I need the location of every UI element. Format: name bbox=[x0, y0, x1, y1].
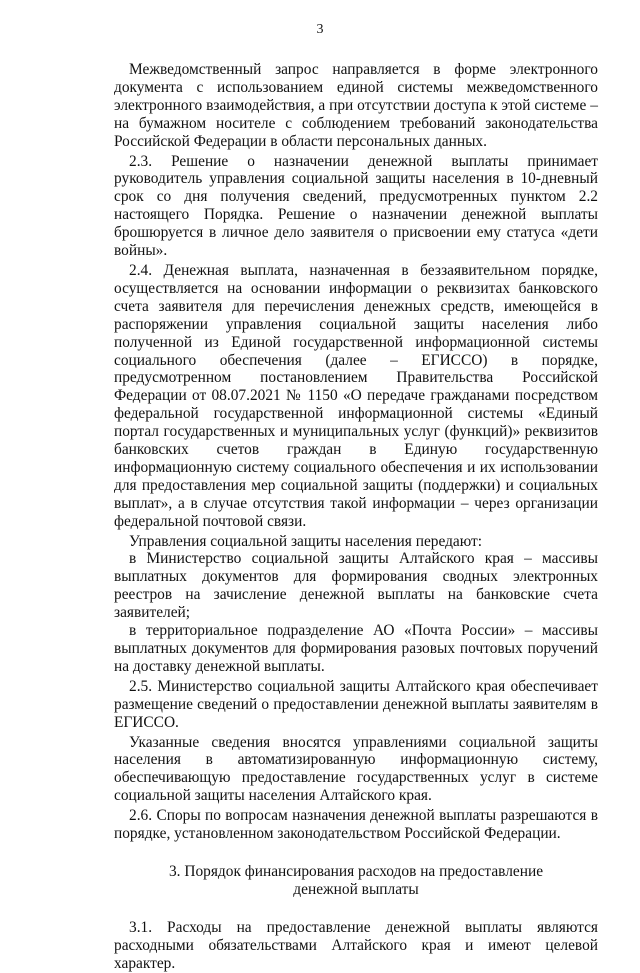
paragraph-2-6: 2.6. Споры по вопросам назначения денежной выплаты разрешаются в порядке, установленном законодательством Российской Федерации. bbox=[114, 807, 598, 843]
page-number: 3 bbox=[316, 22, 324, 37]
paragraph-interagency-request: Межведомственный запрос направляется в форме электронного документа с использованием единой системы межведомственного электронного взаимодействия, а при отсутствии доступа к этой системе – на бумажном носителе с соблюдением требований законодательства Российской Федерации в области персональных данных. bbox=[114, 61, 598, 150]
paragraph-ministry-transfer: в Министерство социальной защиты Алтайского края – массивы выплатных документов для формирования сводных электронных реестров на зачисление денежной выплаты на банковские счета заявителей; bbox=[114, 550, 598, 622]
paragraph-2-3: 2.3. Решение о назначении денежной выплаты принимает руководитель управления социальной защиты населения в 10-дневный срок со дня получения сведений, предусмотренных пунктом 2.2 настоящего Порядка. Решение о назначении денежной выплаты брошюруется в личное дело заявителя о присвоении ему статуса «дети войны». bbox=[114, 152, 598, 260]
section-3-heading bbox=[114, 863, 598, 899]
paragraph-egisso-data: Указанные сведения вносятся управлениями социальной защиты населения в автоматизированную информационную систему, обеспечивающую предоставление государственных услуг в системе социальной защиты населения Алтайского края. bbox=[114, 733, 598, 805]
section-heading-line-1: 3. Порядок финансирования расходов на предоставление bbox=[168, 862, 544, 880]
document-body bbox=[114, 61, 598, 973]
paragraph-post-transfer: в территориальное подразделение АО «Почта России» – массивы выплатных документов для формирования разовых почтовых поручений на доставку денежной выплаты. bbox=[114, 622, 598, 675]
section-heading-line-2: денежной выплаты bbox=[293, 880, 419, 898]
paragraph-3-1: 3.1. Расходы на предоставление денежной выплаты являются расходными обязательствами Алтайского края и имеют целевой характер. bbox=[114, 918, 598, 972]
paragraph-2-5: 2.5. Министерство социальной защиты Алтайского края обеспечивает размещение сведений о предоставлении денежной выплаты заявителям в ЕГИССО. bbox=[114, 677, 598, 731]
paragraph-2-4: 2.4. Денежная выплата, назначенная в беззаявительном порядке, осуществляется на основании информации о реквизитах банковского счета заявителя для перечисления денежных средств, имеющейся в распоряжении управления социальной защиты населения либо полученной из Единой государственной информационной системы социального обеспечения (далее – ЕГИССО) в порядке, предусмотренном постановлением Правительства Российской Федерации от 08.07.2021 № 1150 «О передаче гражданами посредством федеральной государственной информационной системы «Единый портал государственных и муниципальных услуг (функций)» реквизитов банковских счетов граждан в Единую государственную информационную систему социального обеспечения и их использовании для предоставления мер социальной защиты (поддержки) и социальных выплат», а в случае отсутствия такой информации – через организации федеральной почтовой связи. bbox=[114, 261, 598, 530]
paragraph-transfer-intro: Управления социальной защиты населения передают: bbox=[129, 532, 483, 550]
